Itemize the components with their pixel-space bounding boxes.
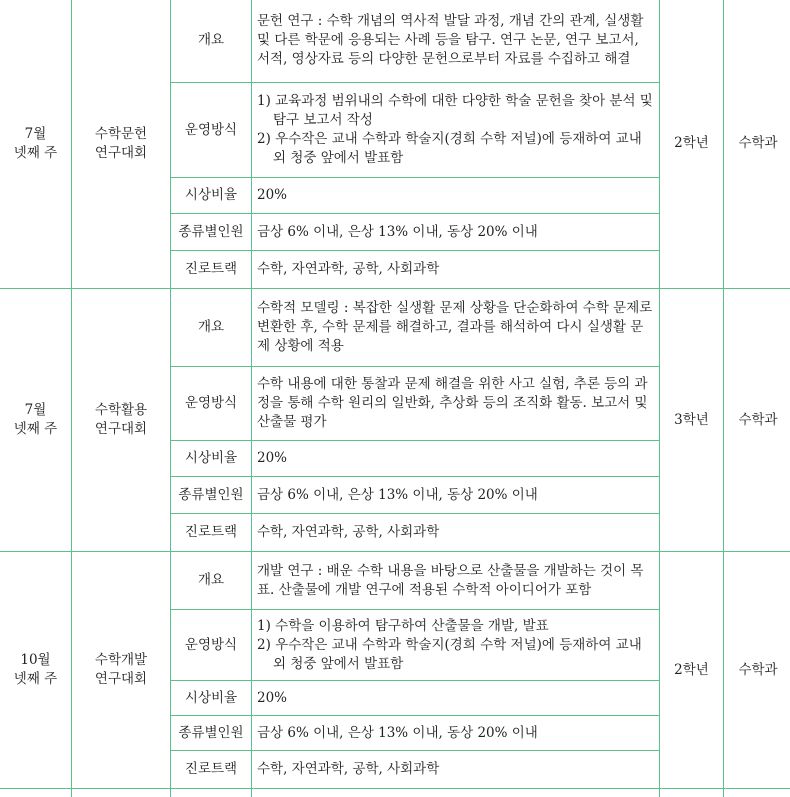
contest-name-line: 수학개발 xyxy=(72,651,170,670)
career-track-text: 수학, 자연과학, 공학, 사회과학 xyxy=(252,251,660,289)
overview-text: 개발 연구 : 배운 수학 내용을 바탕으로 산출물을 개발하는 것이 목표. 산출물에 개발 연구에 적용된 수학적 아이디어가 포함 xyxy=(252,552,660,610)
contest-name xyxy=(72,0,171,289)
row-label-award-ratio: 시상비율 xyxy=(171,441,252,477)
operation-text xyxy=(252,83,660,178)
contest-date xyxy=(0,552,72,789)
date-week: 넷째 주 xyxy=(0,144,71,163)
overview-text: 문헌 연구 : 수학 개념의 역사적 발달 과정, 개념 간의 관계, 실생활 및 다른 학문에 응용되는 사례 등을 탐구. 연구 논문, 연구 보고서, 서적, 영상자료 등의 다양한 문헌으로부터 자료를 수집하고 해결 xyxy=(252,0,660,83)
operation-item: 2) 우수작은 교내 수학과 학술지(경희 수학 저널)에 등재하여 교내외 청중 앞에서 발표함 xyxy=(257,130,653,168)
career-track-text: 수학, 자연과학, 공학, 사회과학 xyxy=(252,514,660,552)
contest-date xyxy=(0,289,72,552)
award-ratio-text: 20% xyxy=(252,441,660,477)
row-label-career-track: 진로트랙 xyxy=(171,514,252,552)
department-cell: 수학과 xyxy=(724,289,790,552)
contest-name-line: 연구대회 xyxy=(72,670,170,689)
row-label-overview: 개요 xyxy=(171,289,252,367)
row-label-overview: 개요 xyxy=(171,552,252,610)
date-week: 넷째 주 xyxy=(0,670,71,689)
contest-name-line: 수학문헌 xyxy=(72,125,170,144)
contest-name xyxy=(72,289,171,552)
row-label-operation: 운영방식 xyxy=(171,367,252,441)
operation-item: 2) 우수작은 교내 수학과 학술지(경희 수학 저널)에 등재하여 교내외 청중 앞에서 발표함 xyxy=(257,636,653,674)
contest-row xyxy=(0,0,790,83)
contest-row xyxy=(0,289,790,367)
operation-item: 1) 교육과정 범위내의 수학에 대한 다양한 학술 문헌을 찾아 분석 및 탐구 보고서 작성 xyxy=(257,92,653,130)
date-month: 7월 xyxy=(0,125,71,144)
contest-name-line: 수학활용 xyxy=(72,401,170,420)
operation-text xyxy=(252,610,660,681)
career-track-text: 수학, 자연과학, 공학, 사회과학 xyxy=(252,751,660,789)
award-count-text: 금상 6% 이내, 은상 13% 이내, 동상 20% 이내 xyxy=(252,716,660,751)
award-count-text: 금상 6% 이내, 은상 13% 이내, 동상 20% 이내 xyxy=(252,477,660,514)
row-label-career-track: 진로트랙 xyxy=(171,751,252,789)
award-count-text: 금상 6% 이내, 은상 13% 이내, 동상 20% 이내 xyxy=(252,214,660,251)
operation-item: 1) 수학을 이용하여 탐구하여 산출물을 개발, 발표 xyxy=(257,617,653,636)
department-cell: 수학과 xyxy=(724,552,790,789)
grade-cell: 2학년 xyxy=(660,552,724,789)
row-label-overview: 개요 xyxy=(171,0,252,83)
date-month: 10월 xyxy=(0,651,71,670)
contest-date xyxy=(0,0,72,289)
contest-row-partial xyxy=(0,789,790,797)
contest-row xyxy=(0,552,790,610)
department-cell: 수학과 xyxy=(724,0,790,289)
contest-name-line: 연구대회 xyxy=(72,144,170,163)
contest-name-line: 연구대회 xyxy=(72,420,170,439)
row-label-operation: 운영방식 xyxy=(171,83,252,178)
row-label-award-count: 종류별인원 xyxy=(171,477,252,514)
overview-text: 수학적 모델링 : 복잡한 실생활 문제 상황을 단순화하여 수학 문제로 변환한 후, 수학 문제를 해결하고, 결과를 해석하여 다시 실생활 문제 상황에 적용 xyxy=(252,289,660,367)
date-month: 7월 xyxy=(0,401,71,420)
grade-cell: 2학년 xyxy=(660,0,724,289)
row-label-award-count: 종류별인원 xyxy=(171,214,252,251)
row-label-award-ratio: 시상비율 xyxy=(171,681,252,716)
row-label-career-track: 진로트랙 xyxy=(171,251,252,289)
row-label-award-count: 종류별인원 xyxy=(171,716,252,751)
contest-name xyxy=(72,552,171,789)
row-label-award-ratio: 시상비율 xyxy=(171,178,252,214)
award-ratio-text: 20% xyxy=(252,681,660,716)
row-label-operation: 운영방식 xyxy=(171,610,252,681)
award-ratio-text: 20% xyxy=(252,178,660,214)
date-week: 넷째 주 xyxy=(0,420,71,439)
operation-item: 수학 내용에 대한 통찰과 문제 해결을 위한 사고 실험, 추론 등의 과정을 통해 수학 원리의 일반화, 추상화 등의 조직화 활동. 보고서 및 산출물 평가 xyxy=(257,375,653,432)
grade-cell: 3학년 xyxy=(660,289,724,552)
operation-text xyxy=(252,367,660,441)
